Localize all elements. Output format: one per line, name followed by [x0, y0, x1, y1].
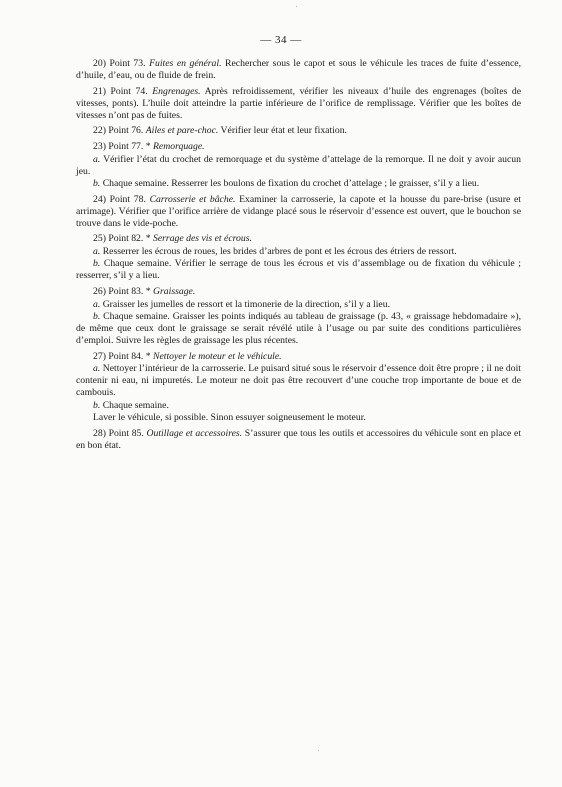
- point-82-item-a: a. Resserrer les écrous de roues, les brides d’arbres de pont et les écrous des étriers de ressort.: [93, 245, 457, 257]
- paragraph-point-73: 20) Point 73. Fuites en général. Rechercher sous le capot et sous le véhicule les traces de fuite d’essence, d’huile, d’eau, ou de fluide de frein.: [76, 58, 522, 81]
- paper-speck: [318, 750, 319, 751]
- heading-point-84: 27) Point 84. * Nettoyer le moteur et le véhicule.: [93, 350, 282, 362]
- point-82-item-b: b. Chaque semaine. Vérifier le serrage de tous les écrous et vis d’assemblage ou de fixation du véhicule ; resserrer, s’il y a lieu.: [76, 258, 521, 282]
- page-body: [76, 58, 521, 456]
- point-84-item-b: b. Chaque semaine.: [93, 399, 169, 411]
- paragraph-point-85: 28) Point 85. Outillage et accessoires. S’assurer que tous les outils et accessoires du véhicule sont en place et en bon état.: [76, 428, 522, 451]
- paragraph-point-74: 21) Point 74. Engrenages. Après refroidissement, vérifier les niveaux d’huile des engrenages (boîtes de vitesses, ponts). L’huile doit atteindre la partie inférieure de l’orifice de remplissage. Vérifier que les boîtes de vitesses n’ont pas de fuites.: [76, 85, 521, 121]
- page-number: — 34 —: [260, 34, 302, 46]
- point-84-note: Laver le véhicule, si possible. Sinon essuyer soigneusement le moteur.: [93, 412, 366, 424]
- point-77-item-b: b. Chaque semaine. Resserrer les boulons de fixation du crochet d’attelage ; le graisser, s’il y a lieu.: [93, 178, 480, 190]
- point-83-item-a: a. Graisser les jumelles de ressort et la timonerie de la direction, s’il y a lieu.: [93, 298, 390, 310]
- paragraph-point-76: 22) Point 76. Ailes et pare-choc. Vérifier leur état et leur fixation.: [93, 125, 347, 137]
- heading-point-77: 23) Point 77. * Remorquage.: [93, 141, 205, 153]
- point-77-item-a: a. Vérifier l’état du crochet de remorquage et du système d’attelage de la remorque. Il ne doit y avoir aucun jeu.: [76, 153, 521, 177]
- point-84-item-a: a. Nettoyer l’intérieur de la carrosserie. Le puisard situé sous le réservoir d’essence doit être propre ; il ne doit contenir ni eau, ni impuretés. Le moteur ne doit pas être recouvert d’une couche trop importante de boue et de cambouis.: [76, 363, 521, 399]
- point-83-item-b: b. Chaque semaine. Graisser les points indiqués au tableau de graissage (p. 43, « graissage hebdomadaire »), de même que ceux dont le graissage se serait révélé utile à l’usage ou par suite des conditions particulières d’emploi. Suivre les règles de graissage les plus récentes.: [76, 311, 521, 347]
- paper-speck: [296, 6, 297, 7]
- heading-point-83: 26) Point 83. * Graissage.: [93, 286, 196, 298]
- heading-point-82: 25) Point 82. * Serrage des vis et écrous.: [93, 233, 252, 245]
- paragraph-point-78: 24) Point 78. Carrosserie et bâche. Examiner la carrosserie, la capote et la housse du pare-brise (usure et arrimage). Vérifier que l’orifice arrière de vidange placé sous le réservoir d’essence est ouvert, que le bouchon se trouve dans le vide-poche.: [76, 193, 521, 229]
